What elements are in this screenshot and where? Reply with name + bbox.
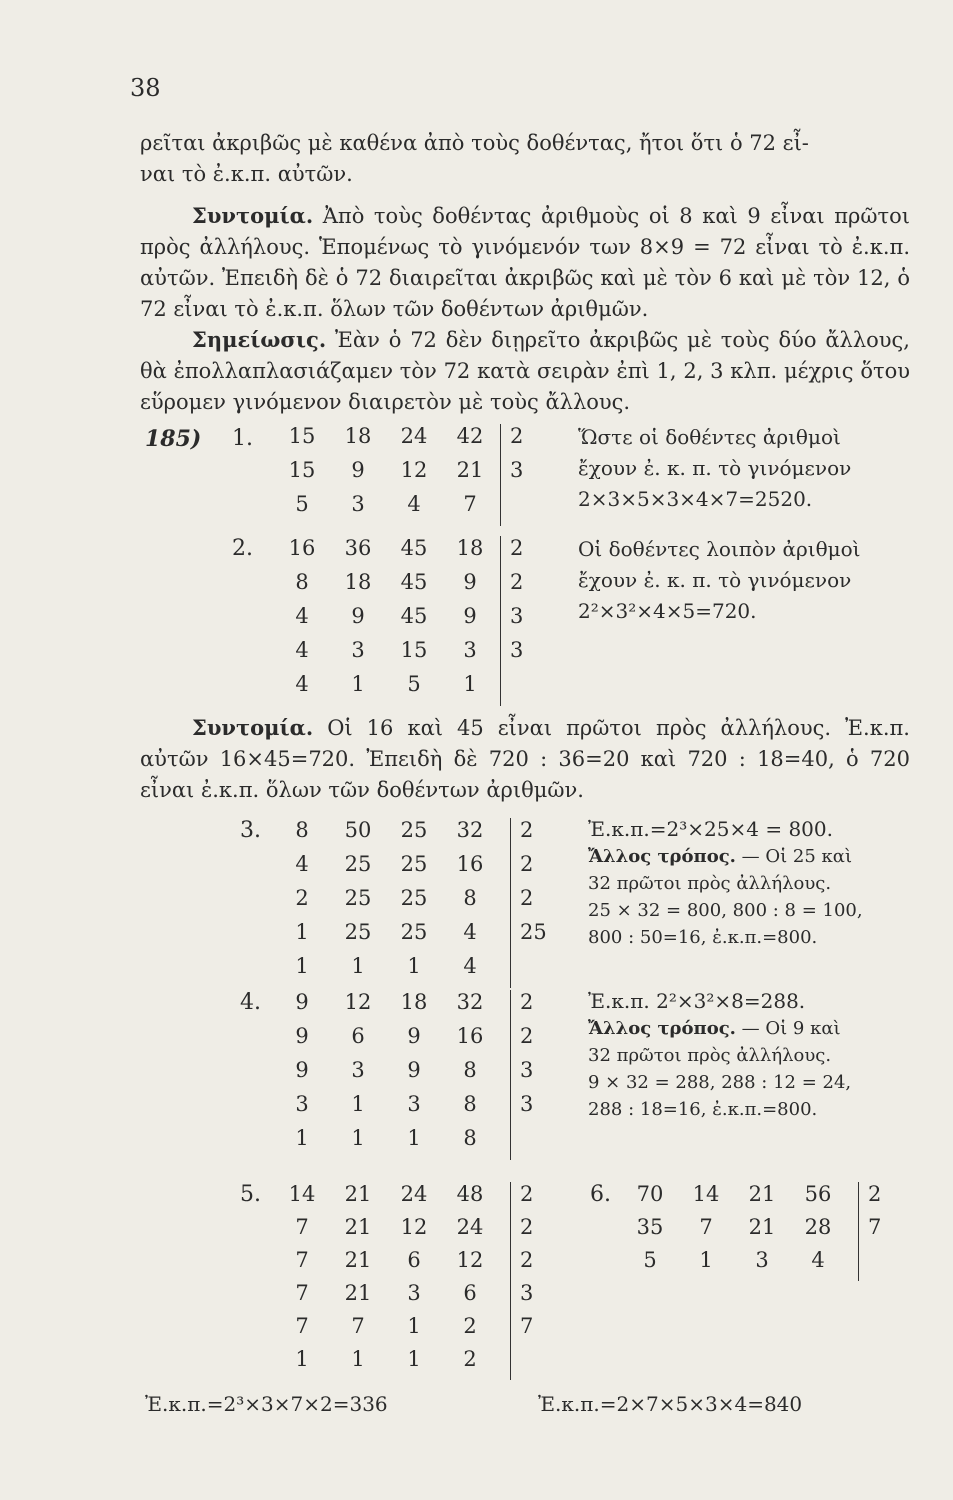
syntomia-text-1: Ἀπὸ τοὺς δοθέντας ἀριθμοὺς οἱ 8 καὶ 9 εἶναι πρῶτοι πρὸς ἀλλήλους. Ἑπομένως τὸ γινόμενόν των 8×9 = 72 εἶναι τὸ ἐ.κ.π. αὐτῶν. Ἐπειδὴ δὲ ὁ 72 διαιρεῖται ἀκριβῶς καὶ μὲ τὸν 6 καὶ μὲ τὸν 12, ὁ 72 εἶναι τὸ ἐ.κ.π. ὅλων τῶν δοθέντων ἀριθμῶν.: [140, 204, 910, 321]
factor-cell: 6: [351, 1024, 365, 1048]
factor-cell: 12: [400, 458, 428, 482]
divisor-cell: 2: [510, 570, 524, 594]
ex4-alt-label: Ἄλλος τρόπος.: [588, 1018, 736, 1039]
divisor-cell: 2: [520, 1024, 534, 1048]
factor-cell: 45: [400, 536, 428, 560]
intro-paragraph: [140, 128, 910, 190]
ex1-note-line: 2×3×5×3×4×7=2520.: [578, 487, 813, 511]
factor-cell: 5: [407, 672, 421, 696]
factor-cell: 1: [351, 1092, 365, 1116]
factor-cell: 2: [463, 1314, 477, 1338]
factor-cell: 6: [407, 1248, 421, 1272]
factor-cell: 5: [643, 1248, 657, 1272]
factor-cell: 9: [463, 604, 477, 628]
problem-label: 185): [145, 426, 202, 452]
ex4-note: [588, 988, 908, 1123]
factor-cell: 4: [295, 638, 309, 662]
factor-cell: 14: [288, 1182, 316, 1206]
ex4-alt-line: 9 × 32 = 288, 288 : 12 = 24,: [588, 1072, 852, 1093]
factor-cell: 7: [295, 1314, 309, 1338]
factor-cell: 3: [463, 638, 477, 662]
factor-cell: 6: [463, 1281, 477, 1305]
factor-cell: 8: [295, 570, 309, 594]
factor-cell: 3: [351, 638, 365, 662]
factor-cell: 36: [344, 536, 372, 560]
factor-cell: 21: [344, 1248, 372, 1272]
divider-line: [510, 818, 511, 988]
divider-line: [510, 990, 511, 1160]
ex2-note-line: ἔχουν ἐ. κ. π. τὸ γινόμενον: [578, 568, 852, 592]
ex1-note-line: ἔχουν ἐ. κ. π. τὸ γινόμενον: [578, 456, 852, 480]
ex3-alt-text: — Οἱ 25 καὶ: [741, 846, 853, 867]
factor-cell: 1: [407, 1314, 421, 1338]
factor-cell: 21: [344, 1182, 372, 1206]
ex4-note-main: Ἐ.κ.π. 2²×3²×8=288.: [588, 989, 806, 1013]
ex5-label: 5.: [240, 1182, 261, 1207]
factor-cell: 2: [295, 886, 309, 910]
factor-cell: 1: [351, 1347, 365, 1371]
factor-cell: 15: [288, 458, 316, 482]
divisor-cell: 7: [520, 1314, 534, 1338]
factor-cell: 3: [351, 492, 365, 516]
ex3-alt-line: [588, 843, 908, 870]
factor-cell: 4: [407, 492, 421, 516]
factor-cell: 48: [456, 1182, 484, 1206]
divisor-cell: 2: [510, 424, 524, 448]
factor-cell: 4: [295, 672, 309, 696]
factor-cell: 18: [400, 990, 428, 1014]
factor-cell: 18: [344, 424, 372, 448]
factor-cell: 25: [344, 886, 372, 910]
factor-cell: 24: [400, 424, 428, 448]
ex6-label: 6.: [590, 1182, 611, 1207]
factor-cell: 3: [407, 1092, 421, 1116]
factor-cell: 45: [400, 604, 428, 628]
simeiosis-paragraph: [140, 324, 910, 418]
factor-cell: 9: [463, 570, 477, 594]
factor-cell: 12: [344, 990, 372, 1014]
factor-cell: 21: [748, 1215, 776, 1239]
factor-cell: 7: [295, 1248, 309, 1272]
syntomia-label-2: Συντομία.: [192, 715, 314, 740]
ex2-note: [578, 534, 861, 627]
ex3-label: 3.: [240, 818, 261, 843]
factor-cell: 18: [344, 570, 372, 594]
ex1-note-line: Ὥστε οἱ δοθέντες ἀριθμοὶ: [578, 425, 841, 449]
factor-cell: 3: [295, 1092, 309, 1116]
factor-cell: 28: [804, 1215, 832, 1239]
ex3-alt-line: 800 : 50=16, ἐ.κ.π.=800.: [588, 927, 818, 948]
divisor-cell: 3: [510, 458, 524, 482]
divisor-cell: 2: [868, 1182, 882, 1206]
factor-cell: 9: [407, 1058, 421, 1082]
divisor-cell: 3: [520, 1281, 534, 1305]
syntomia-paragraph-2: [140, 712, 910, 806]
ex1-note: [578, 422, 851, 515]
intro-line-1: ρεῖται ἀκριβῶς μὲ καθένα ἀπὸ τοὺς δοθέντας, ἤτοι ὅτι ὁ 72 εἶ-: [140, 131, 809, 155]
factor-cell: 16: [456, 1024, 484, 1048]
factor-cell: 8: [463, 886, 477, 910]
divider-line: [500, 536, 501, 706]
ex2-note-line: Οἱ δοθέντες λοιπὸν ἀριθμοὶ: [578, 537, 861, 561]
factor-cell: 14: [692, 1182, 720, 1206]
factor-cell: 25: [400, 818, 428, 842]
syntomia-label-1: Συντομία.: [192, 203, 314, 228]
divisor-cell: 2: [520, 852, 534, 876]
factor-cell: 4: [295, 852, 309, 876]
factor-cell: 3: [351, 1058, 365, 1082]
factor-cell: 4: [463, 954, 477, 978]
factor-cell: 25: [400, 886, 428, 910]
factor-cell: 32: [456, 818, 484, 842]
factor-cell: 21: [344, 1215, 372, 1239]
factor-cell: 7: [699, 1215, 713, 1239]
factor-cell: 25: [344, 852, 372, 876]
factor-cell: 21: [344, 1281, 372, 1305]
factor-cell: 1: [295, 954, 309, 978]
divisor-cell: 3: [520, 1058, 534, 1082]
divisor-cell: 2: [520, 990, 534, 1014]
factor-cell: 9: [351, 604, 365, 628]
factor-cell: 1: [295, 1126, 309, 1150]
ex4-alt-line: [588, 1015, 908, 1042]
ex4-alt-text: — Οἱ 9 καὶ: [741, 1018, 841, 1039]
factor-cell: 8: [463, 1126, 477, 1150]
factor-cell: 1: [351, 672, 365, 696]
syntomia-paragraph-1: [140, 200, 910, 325]
factor-cell: 8: [295, 818, 309, 842]
factor-cell: 1: [463, 672, 477, 696]
divisor-cell: 25: [520, 920, 547, 944]
divider-line: [858, 1182, 859, 1281]
divisor-cell: 2: [520, 1248, 534, 1272]
factor-cell: 2: [463, 1347, 477, 1371]
factor-cell: 25: [400, 852, 428, 876]
ex3-alt-label: Ἄλλος τρόπος.: [588, 846, 736, 867]
factor-cell: 1: [351, 1126, 365, 1150]
divisor-cell: 3: [520, 1092, 534, 1116]
ex2-label: 2.: [232, 536, 253, 561]
factor-cell: 4: [295, 604, 309, 628]
divisor-cell: 2: [520, 818, 534, 842]
factor-cell: 1: [295, 1347, 309, 1371]
factor-cell: 9: [295, 990, 309, 1014]
factor-cell: 7: [351, 1314, 365, 1338]
factor-cell: 25: [344, 920, 372, 944]
factor-cell: 5: [295, 492, 309, 516]
factor-cell: 8: [463, 1092, 477, 1116]
factor-cell: 56: [804, 1182, 832, 1206]
factor-cell: 24: [400, 1182, 428, 1206]
factor-cell: 35: [636, 1215, 664, 1239]
ex4-alt-line: 32 πρῶτοι πρὸς ἀλλήλους.: [588, 1045, 832, 1066]
factor-cell: 9: [351, 458, 365, 482]
ex4-alt-line: 288 : 18=16, ἐ.κ.π.=800.: [588, 1099, 818, 1120]
factor-cell: 1: [699, 1248, 713, 1272]
factor-cell: 7: [295, 1215, 309, 1239]
factor-cell: 3: [755, 1248, 769, 1272]
factor-cell: 9: [407, 1024, 421, 1048]
factor-cell: 4: [463, 920, 477, 944]
factor-cell: 1: [407, 1347, 421, 1371]
factor-cell: 24: [456, 1215, 484, 1239]
divisor-cell: 2: [520, 1215, 534, 1239]
intro-line-2: ναι τὸ ἐ.κ.π. αὐτῶν.: [140, 162, 353, 186]
divisor-cell: 3: [510, 604, 524, 628]
factor-cell: 18: [456, 536, 484, 560]
factor-cell: 12: [456, 1248, 484, 1272]
factor-cell: 9: [295, 1024, 309, 1048]
factor-cell: 16: [456, 852, 484, 876]
factor-cell: 42: [456, 424, 484, 448]
divisor-cell: 2: [510, 536, 524, 560]
factor-cell: 1: [407, 1126, 421, 1150]
divider-line: [500, 424, 501, 526]
factor-cell: 1: [351, 954, 365, 978]
divider-line: [510, 1182, 511, 1380]
ex3-alt-line: 32 πρῶτοι πρὸς ἀλλήλους.: [588, 873, 832, 894]
factor-cell: 9: [295, 1058, 309, 1082]
factor-cell: 45: [400, 570, 428, 594]
ex3-note: [588, 816, 908, 951]
ex1-label: 1.: [232, 426, 253, 451]
factor-cell: 32: [456, 990, 484, 1014]
factor-cell: 50: [344, 818, 372, 842]
ex3-alt-line: 25 × 32 = 800, 800 : 8 = 100,: [588, 900, 863, 921]
divisor-cell: 2: [520, 1182, 534, 1206]
ex2-note-line: 2²×3²×4×5=720.: [578, 599, 757, 623]
ex5-result: Ἐ.κ.π.=2³×3×7×2=336: [145, 1392, 388, 1416]
factor-cell: 7: [295, 1281, 309, 1305]
factor-cell: 15: [400, 638, 428, 662]
divisor-cell: 7: [868, 1215, 882, 1239]
factor-cell: 15: [288, 424, 316, 448]
ex3-note-main: Ἐ.κ.π.=2³×25×4 = 800.: [588, 817, 833, 841]
factor-cell: 1: [295, 920, 309, 944]
factor-cell: 21: [748, 1182, 776, 1206]
factor-cell: 25: [400, 920, 428, 944]
syntomia-text-2: Οἱ 16 καὶ 45 εἶναι πρῶτοι πρὸς ἀλλήλους. Ἐ.κ.π. αὐτῶν 16×45=720. Ἐπειδὴ δὲ 720 : 36=20 καὶ 720 : 18=40, ὁ 720 εἶναι ἐ.κ.π. ὅλων τῶν δοθέντων ἀριθμῶν.: [140, 716, 910, 802]
factor-cell: 21: [456, 458, 484, 482]
factor-cell: 16: [288, 536, 316, 560]
factor-cell: 1: [407, 954, 421, 978]
divisor-cell: 3: [510, 638, 524, 662]
factor-cell: 12: [400, 1215, 428, 1239]
factor-cell: 3: [407, 1281, 421, 1305]
simeiosis-text: Ἐὰν ὁ 72 δὲν διῃρεῖτο ἀκριβῶς μὲ τοὺς δύο ἄλλους, θὰ ἐπολλαπλασιάζαμεν τὸν 72 κατὰ σειρὰν ἐπὶ 1, 2, 3 κλπ. μέχρις ὅτου εὕρομεν γινόμενον διαιρετὸν μὲ τοὺς ἄλλους.: [140, 328, 910, 414]
divisor-cell: 2: [520, 886, 534, 910]
factor-cell: 70: [636, 1182, 664, 1206]
page-number: 38: [130, 74, 161, 102]
factor-cell: 4: [811, 1248, 825, 1272]
ex4-label: 4.: [240, 990, 261, 1015]
factor-cell: 7: [463, 492, 477, 516]
simeiosis-label: Σημείωσις.: [192, 327, 327, 352]
factor-cell: 8: [463, 1058, 477, 1082]
ex6-result: Ἐ.κ.π.=2×7×5×3×4=840: [538, 1392, 803, 1416]
